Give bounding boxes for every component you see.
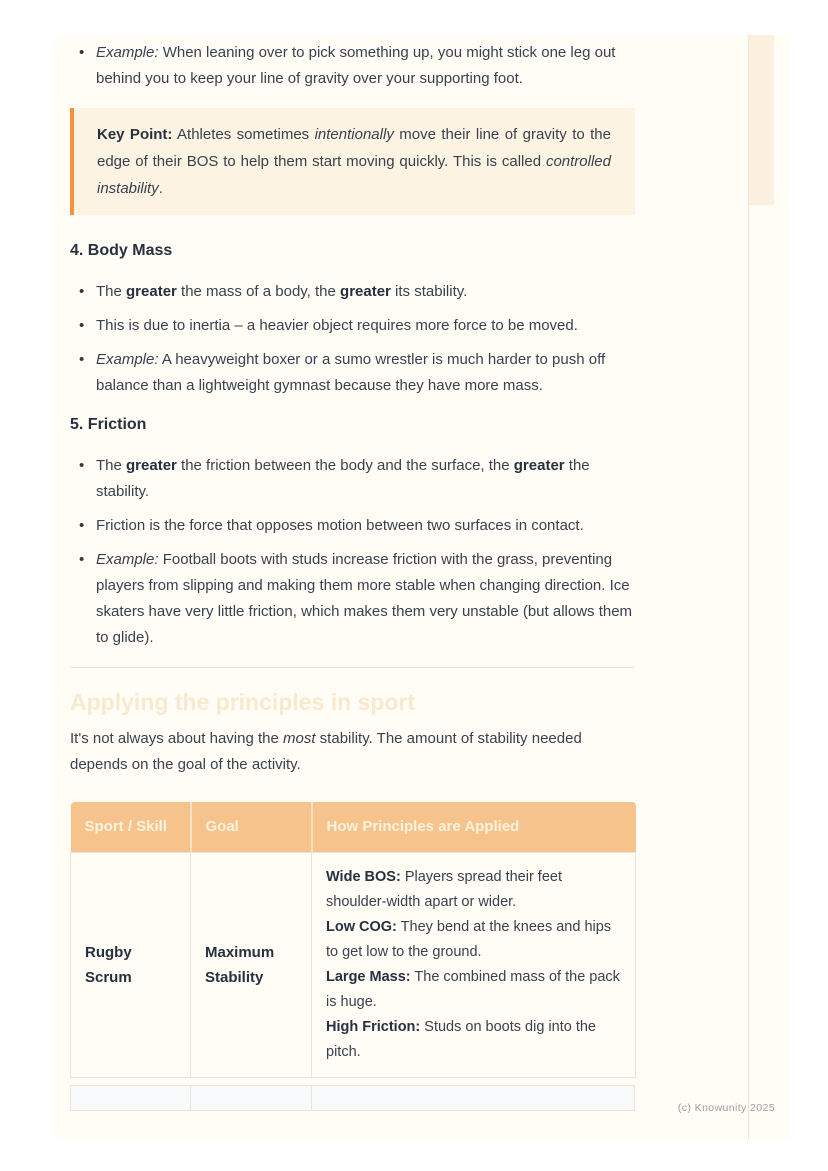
- principles-table: [70, 802, 636, 1078]
- key-point-text: Key Point: Athletes sometimes intentionally move their line of gravity to the edge of their BOS to help them start moving quickly. This is called controlled instability.: [97, 126, 611, 197]
- cell-principles: [312, 853, 636, 1078]
- list-item: • The greater the mass of a body, the greater its stability.: [70, 279, 635, 305]
- list-item: • Example: When leaning over to pick something up, you might stick one leg out behind you to keep your line of gravity over your supporting foot.: [70, 40, 635, 92]
- cell-sport-skill: Rugby Scrum: [71, 853, 191, 1078]
- friction-bullet-list: [70, 453, 635, 651]
- principle-line: Large Mass: The combined mass of the pack is huge.: [326, 969, 620, 1010]
- partial-cell: [312, 1086, 634, 1110]
- principle-line: Wide BOS: Players spread their feet shoulder-width apart or wider.: [326, 869, 562, 910]
- col-header-goal: Goal: [191, 802, 312, 853]
- table-row-next-partial: [70, 1085, 635, 1111]
- list-item: • Example: A heavyweight boxer or a sumo wrestler is much harder to push off balance than a lightweight gymnast because they have more mass.: [70, 347, 635, 399]
- partial-cell: [71, 1086, 191, 1110]
- heading-body-mass: 4. Body Mass: [70, 242, 173, 259]
- section-divider: [70, 667, 635, 668]
- table-header-row: [71, 802, 636, 853]
- cell-goal: Maximum Stability: [191, 853, 312, 1078]
- table-row: [71, 853, 636, 1078]
- principle-line: High Friction: Studs on boots dig into the pitch.: [326, 1019, 596, 1060]
- key-point-callout: [70, 108, 635, 215]
- heading-applying-principles: Applying the principles in sport: [70, 689, 416, 715]
- document-page: [55, 35, 747, 1140]
- applying-intro-text: It's not always about having the most stability. The amount of stability needed depends on the goal of the activity.: [70, 730, 582, 773]
- partial-cell: [191, 1086, 312, 1110]
- copyright-watermark: (c) Knowunity 2025: [677, 1102, 775, 1114]
- next-page-edge-shade: [749, 35, 774, 205]
- list-item: • This is due to inertia – a heavier object requires more force to be moved.: [70, 313, 635, 339]
- heading-friction: 5. Friction: [70, 416, 147, 433]
- col-header-how-applied: How Principles are Applied: [312, 802, 636, 853]
- list-item: • Friction is the force that opposes motion between two surfaces in contact.: [70, 513, 635, 539]
- col-header-sport-skill: Sport / Skill: [71, 802, 191, 853]
- example-bullet-list: [70, 40, 635, 92]
- principle-line: Low COG: They bend at the knees and hips to get low to the ground.: [326, 919, 612, 960]
- next-page-edge: [748, 35, 789, 1140]
- list-item: • The greater the friction between the body and the surface, the greater the stability.: [70, 453, 635, 505]
- list-item: • Example: Football boots with studs increase friction with the grass, preventing players from slipping and making them more stable when changing direction. Ice skaters have very little friction, which makes them very unstable (but allows them to glide).: [70, 547, 635, 651]
- page-content: [70, 40, 635, 1111]
- body-mass-bullet-list: [70, 279, 635, 399]
